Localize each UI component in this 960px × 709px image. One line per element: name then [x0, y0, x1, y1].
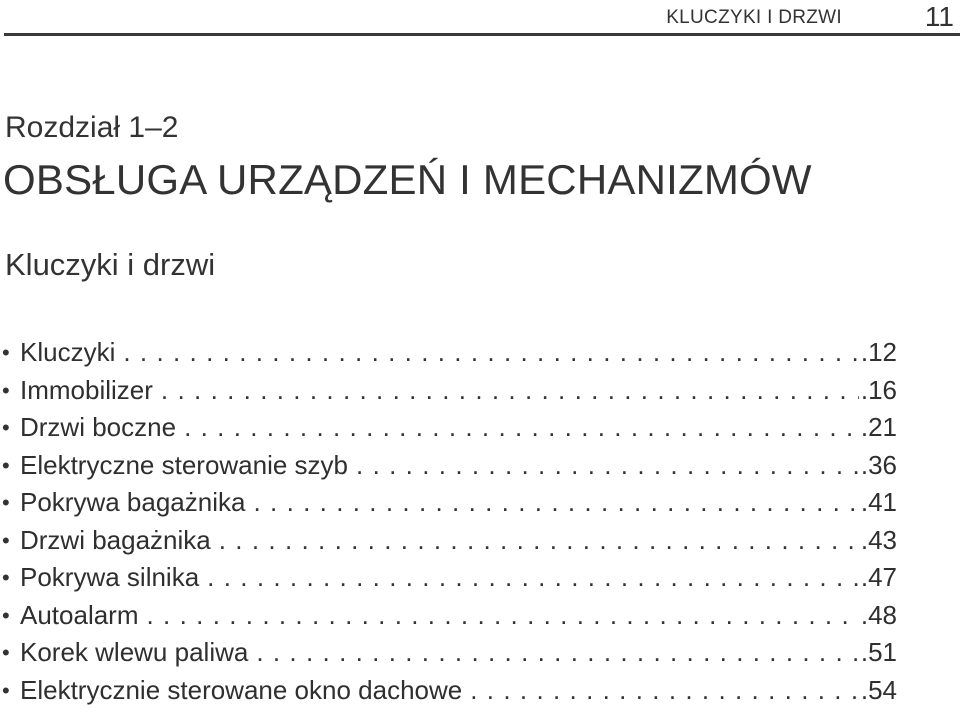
- toc-entry-page: .12: [861, 334, 897, 372]
- toc-entry-elektryczne-sterowanie-szyb[interactable]: [2, 447, 897, 485]
- toc-entry-kluczyki[interactable]: [2, 334, 897, 372]
- chapter-title: OBSŁUGA URZĄDZEŃ I MECHANIZMÓW: [3, 156, 812, 204]
- page-number: 11: [925, 1, 954, 33]
- dot-leader: [256, 634, 859, 672]
- toc-entry-page: .16: [861, 372, 897, 410]
- bullet-icon: •: [2, 372, 20, 410]
- table-of-contents: [2, 334, 897, 709]
- dot-leader: [184, 409, 859, 447]
- dot-leader: [123, 334, 858, 372]
- toc-entry-page: .41: [861, 484, 897, 522]
- toc-entry-label: Pokrywa bagażnika: [20, 484, 245, 522]
- bullet-icon: •: [2, 597, 20, 635]
- toc-entry-page: .54: [861, 672, 897, 709]
- running-header-section-title: KLUCZYKI I DRZWI: [666, 7, 842, 29]
- toc-entry-immobilizer[interactable]: [2, 372, 897, 410]
- toc-entry-label: Immobilizer: [20, 372, 153, 410]
- bullet-icon: •: [2, 484, 20, 522]
- bullet-icon: •: [2, 634, 20, 672]
- toc-entry-page: .21: [861, 409, 897, 447]
- chapter-label: Rozdział 1–2: [5, 111, 178, 145]
- toc-entry-label: Kluczyki: [20, 334, 115, 372]
- bullet-icon: •: [2, 447, 20, 485]
- toc-entry-page: .36: [861, 447, 897, 485]
- bullet-icon: •: [2, 409, 20, 447]
- header-divider: [4, 33, 960, 36]
- toc-entry-drzwi-boczne[interactable]: [2, 409, 897, 447]
- bullet-icon: •: [2, 672, 20, 709]
- toc-entry-page: .47: [861, 559, 897, 597]
- toc-entry-okno-dachowe[interactable]: [2, 672, 897, 709]
- toc-entry-pokrywa-silnika[interactable]: [2, 559, 897, 597]
- toc-entry-label: Korek wlewu paliwa: [20, 634, 248, 672]
- toc-entry-drzwi-bagaznika[interactable]: [2, 522, 897, 560]
- subsection-title: Kluczyki i drzwi: [5, 247, 215, 283]
- bullet-icon: •: [2, 334, 20, 372]
- toc-entry-page: .43: [861, 522, 897, 560]
- dot-leader: [356, 447, 859, 485]
- toc-entry-label: Drzwi boczne: [20, 409, 176, 447]
- bullet-icon: •: [2, 559, 20, 597]
- toc-entry-label: Pokrywa silnika: [20, 559, 199, 597]
- dot-leader: [470, 672, 859, 709]
- dot-leader: [219, 522, 859, 560]
- toc-entry-page: .48: [861, 597, 897, 635]
- dot-leader: [161, 372, 859, 410]
- dot-leader: [147, 597, 859, 635]
- toc-entry-page: .51: [861, 634, 897, 672]
- running-header: [0, 0, 960, 40]
- toc-entry-label: Elektrycznie sterowane okno dachowe: [20, 672, 462, 709]
- bullet-icon: •: [2, 522, 20, 560]
- toc-entry-label: Drzwi bagażnika: [20, 522, 211, 560]
- dot-leader: [207, 559, 859, 597]
- dot-leader: [253, 484, 858, 522]
- toc-entry-pokrywa-bagaznika[interactable]: [2, 484, 897, 522]
- toc-entry-korek-wlewu-paliwa[interactable]: [2, 634, 897, 672]
- toc-entry-autoalarm[interactable]: [2, 597, 897, 635]
- toc-entry-label: Autoalarm: [20, 597, 139, 635]
- toc-entry-label: Elektryczne sterowanie szyb: [20, 447, 348, 485]
